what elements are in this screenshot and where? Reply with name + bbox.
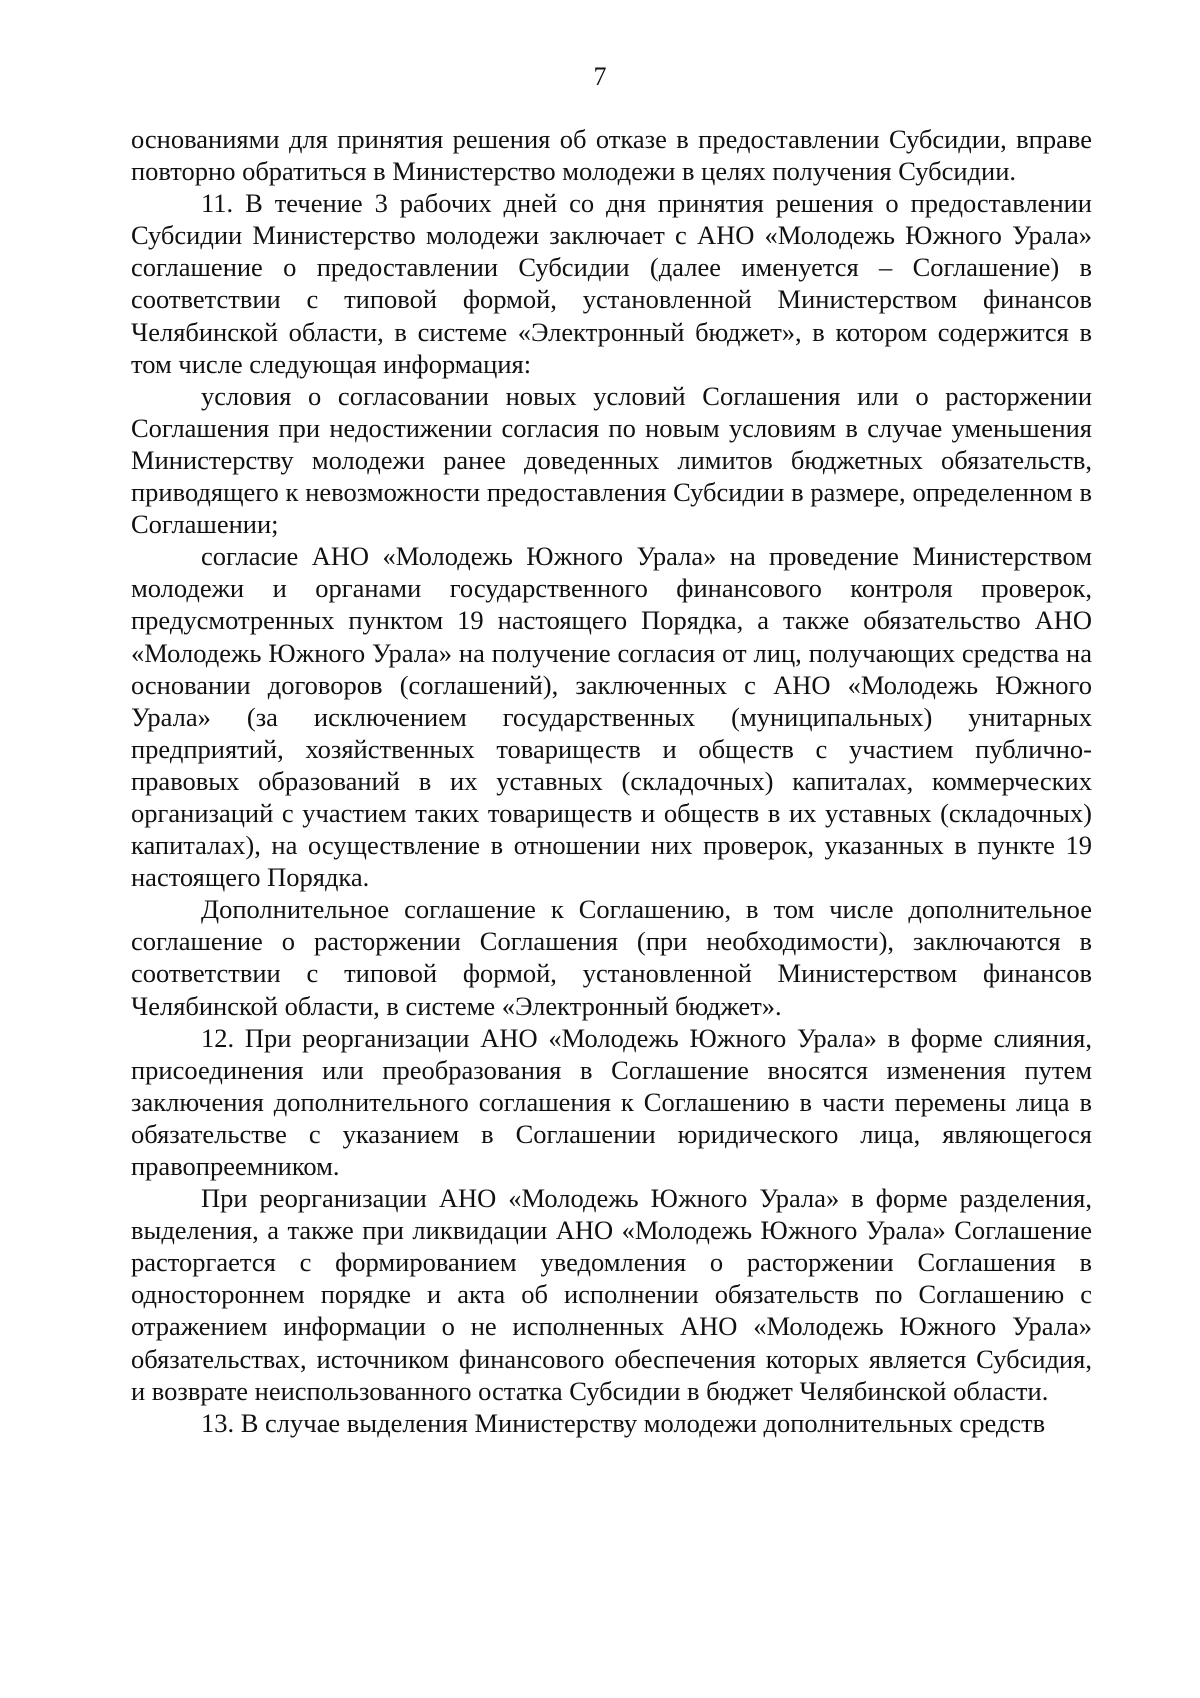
paragraph-item-12: 12. При реорганизации АНО «Молодежь Южного Урала» в форме слияния, присоединения или преобразования в Соглашение вносятся изменения путем заключения дополнительного соглашения к Соглашению в части перемены лица в обязательстве с указанием в Соглашении юридического лица, являющегося правопреемником. xyxy=(131,1022,1092,1181)
paragraph-item-11: 11. В течение 3 рабочих дней со дня принятия решения о предоставлении Субсидии Министерство молодежи заключает с АНО «Молодежь Южного Урала» соглашение о предоставлении Субсидии (далее именуется – Соглашение) в соответствии с типовой формой, установленной Министерством финансов Челябинской области, в системе «Электронный бюджет», в котором содержится в том числе следующая информация: xyxy=(131,188,1092,379)
paragraph-additional-agreement: Дополнительное соглашение к Соглашению, в том числе дополнительное соглашение о расторжении Соглашения (при необходимости), заключаются в соответствии с типовой формой, установленной Министерством финансов Челябинской области, в системе «Электронный бюджет». xyxy=(131,894,1092,1021)
paragraph-item-13: 13. В случае выделения Министерству молодежи дополнительных средств xyxy=(201,1407,1046,1438)
paragraph-continuation: основаниями для принятия решения об отказе в предоставлении Субсидии, вправе повторно обратиться в Министерство молодежи в целях получения Субсидии. xyxy=(131,124,1092,187)
page-number: 7 xyxy=(593,62,607,91)
paragraph-reorganization: При реорганизации АНО «Молодежь Южного Урала» в форме разделения, выделения, а также при ликвидации АНО «Молодежь Южного Урала» Соглашение расторгается с формированием уведомления о расторжении Соглашения в одностороннем порядке и акта об исполнении обязательств по Соглашению с отражением информации о не исполненных АНО «Молодежь Южного Урала» обязательствах, источником финансового обеспечения которых является Субсидия, и возврате неиспользованного остатка Субсидии в бюджет Челябинской области. xyxy=(131,1183,1092,1406)
paragraph-consent: согласие АНО «Молодежь Южного Урала» на проведение Министерством молодежи и органами государственного финансового контроля проверок, предусмотренных пунктом 19 настоящего Порядка, а также обязательство АНО «Молодежь Южного Урала» на получение согласия от лиц, получающих средства на основании договоров (соглашений), заключенных с АНО «Молодежь Южного Урала» (за исключением государственных (муниципальных) унитарных предприятий, хозяйственных товариществ и обществ с участием публично-правовых образований в их уставных (складочных) капиталах, коммерческих организаций с участием таких товариществ и обществ в их уставных (складочных) капиталах), на осуществление в отношении них проверок, указанных в пункте 19 настоящего Порядка. xyxy=(131,541,1092,893)
document-body xyxy=(131,123,1092,1439)
paragraph-conditions: условия о согласовании новых условий Соглашения или о расторжении Соглашения при недостижении согласия по новым условиям в случае уменьшения Министерству молодежи ранее доведенных лимитов бюджетных обязательств, приводящего к невозможности предоставления Субсидии в размере, определенном в Соглашении; xyxy=(131,380,1092,540)
